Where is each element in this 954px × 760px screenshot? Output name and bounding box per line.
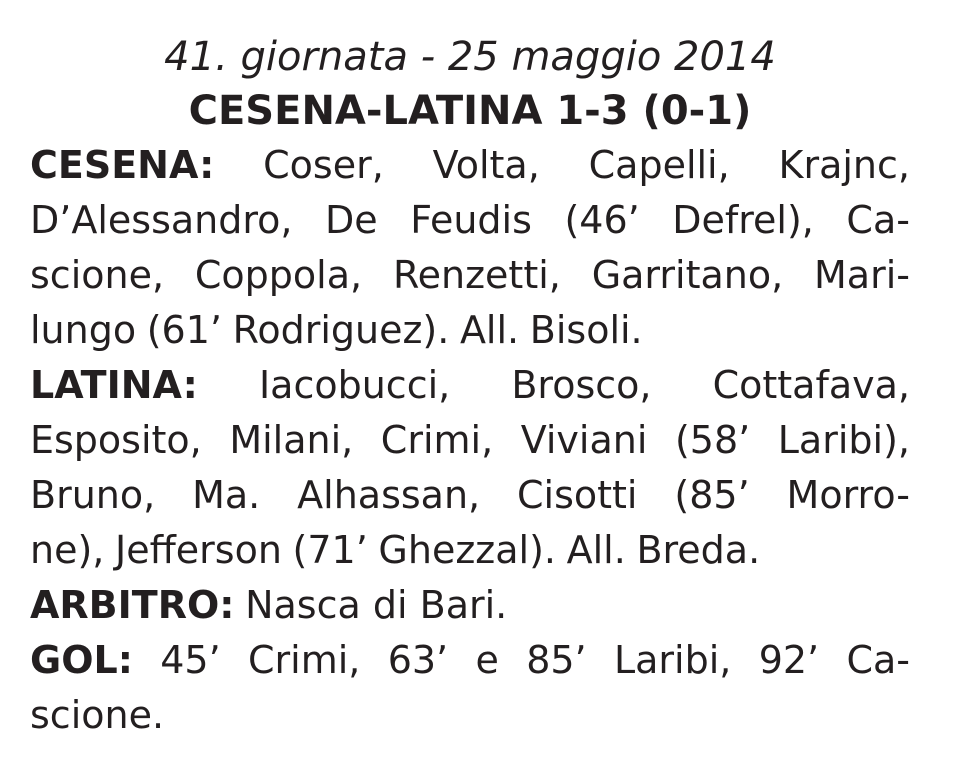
lineup-word: Cisotti: [517, 473, 638, 517]
lineup-word: Bisoli.: [529, 308, 643, 352]
lineup-word: Morro-: [786, 473, 910, 517]
goal-word: Ca-: [846, 638, 910, 682]
round-date: 41. giornata - 25 maggio 2014: [164, 34, 776, 80]
cesena-line-4: [30, 303, 910, 358]
cesena-lineup: [30, 138, 910, 358]
referee-line: [30, 578, 910, 633]
lineup-word: Ca-: [846, 198, 910, 242]
goals-line-2: [30, 688, 910, 743]
latina-line-3: [30, 468, 910, 523]
lineup-word: (85’: [674, 473, 750, 517]
cesena-line-1: [30, 138, 910, 193]
lineup-word: Bruno,: [30, 473, 156, 517]
goal-word: 63’: [387, 638, 449, 682]
lineup-word: (71’: [292, 528, 368, 572]
goal-word: 92’: [758, 638, 820, 682]
lineup-word: Breda.: [636, 528, 761, 572]
lineup-word: Ma.: [192, 473, 261, 517]
match-result-title: CESENA-LATINA 1-3 (0-1): [188, 88, 752, 134]
lineup-word: Viviani: [520, 418, 648, 462]
lineup-word: Laribi),: [777, 418, 910, 462]
latina-line-4: [30, 523, 910, 578]
goal-word: 45’: [160, 638, 221, 682]
latina-label: LATINA:: [30, 363, 198, 407]
lineup-word: lungo: [30, 308, 137, 352]
lineup-word: Jefferson: [115, 528, 282, 572]
goal-word: e: [475, 638, 499, 682]
referee-label: ARBITRO:: [30, 583, 235, 627]
lineup-word: Feudis: [410, 198, 532, 242]
cesena-line-3: [30, 248, 910, 303]
lineup-word: Alhassan,: [297, 473, 481, 517]
lineup-word: Coser,: [263, 143, 384, 187]
lineup-word: Iacobucci,: [258, 363, 451, 407]
lineup-word: Crimi,: [380, 418, 494, 462]
lineup-word: Coppola,: [194, 253, 363, 297]
lineup-word: (46’: [564, 198, 640, 242]
lineup-word: ne),: [30, 528, 105, 572]
goal-word: scione.: [30, 693, 165, 737]
cesena-label: CESENA:: [30, 143, 215, 187]
lineup-word: Garritano,: [591, 253, 784, 297]
goal-word: 85’: [526, 638, 587, 682]
lineup-word: Volta,: [432, 143, 540, 187]
lineup-word: Krajnc,: [778, 143, 910, 187]
latina-line-2: [30, 413, 910, 468]
lineup-word: Esposito,: [30, 418, 202, 462]
goals-label: GOL:: [30, 638, 133, 682]
lineup-word: D’Alessandro,: [30, 198, 293, 242]
lineup-word: Mari-: [814, 253, 910, 297]
lineup-word: Ghezzal).: [378, 528, 556, 572]
latina-line-1: [30, 358, 910, 413]
lineup-word: (61’: [146, 308, 222, 352]
lineup-word: scione,: [30, 253, 165, 297]
goals-line-1: [30, 633, 910, 688]
cesena-line-2: [30, 193, 910, 248]
lineup-word: Milani,: [229, 418, 354, 462]
lineup-word: Brosco,: [511, 363, 652, 407]
lineup-word: (58’: [674, 418, 751, 462]
referee-name: Nasca di Bari.: [245, 583, 508, 627]
latina-lineup: [30, 358, 910, 578]
goal-word: Laribi,: [613, 638, 732, 682]
lineup-word: Defrel),: [672, 198, 814, 242]
lineup-word: All.: [566, 528, 626, 572]
goal-word: Crimi,: [248, 638, 361, 682]
referee-section: [30, 578, 910, 633]
lineup-word: All.: [459, 308, 520, 352]
lineup-word: De: [325, 198, 378, 242]
lineup-word: Cottafava,: [712, 363, 910, 407]
lineup-word: Renzetti,: [392, 253, 561, 297]
lineup-word: Capelli,: [588, 143, 730, 187]
lineup-word: Rodriguez).: [232, 308, 450, 352]
goals-section: [30, 633, 910, 743]
